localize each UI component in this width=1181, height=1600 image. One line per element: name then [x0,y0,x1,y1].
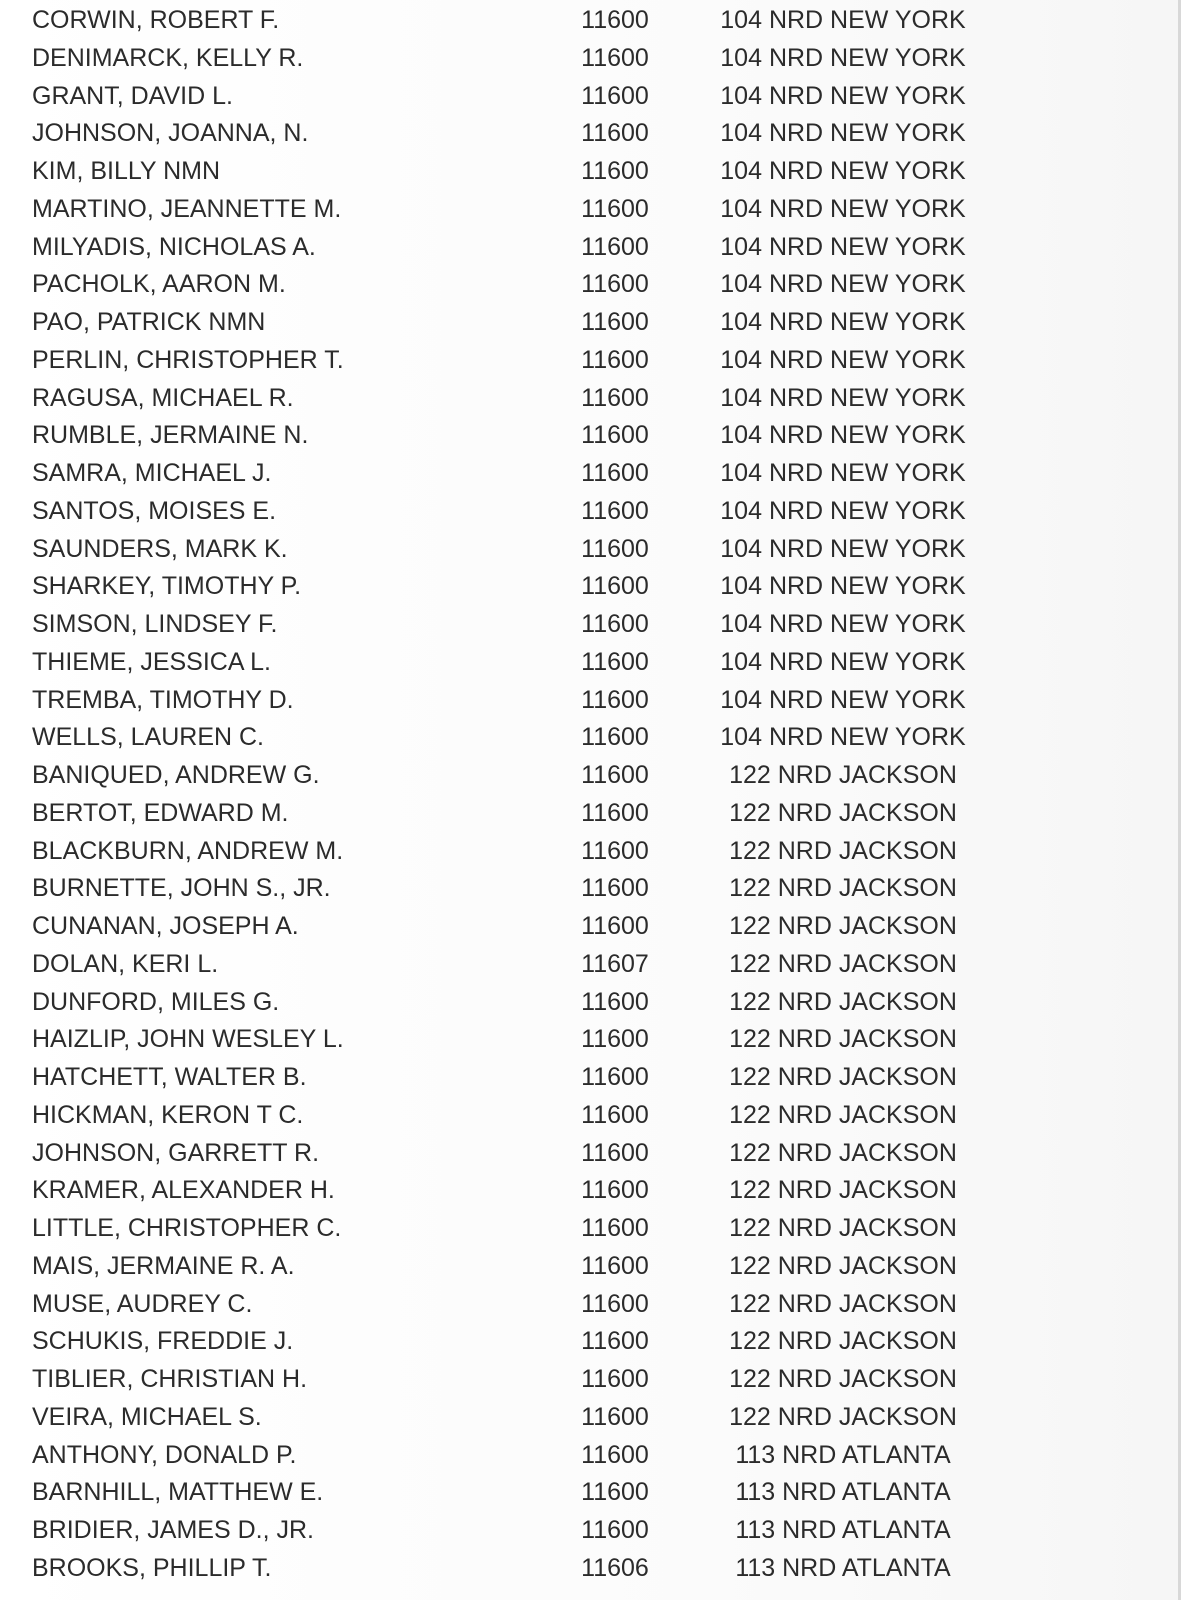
record-code: 11600 [581,836,649,865]
record-code: 11600 [581,1214,649,1242]
record-code: 11600 [581,1251,649,1280]
table-row [0,1210,1181,1248]
table-row [0,380,1181,418]
record-name: JOHNSON, GARRETT R. [32,1138,320,1167]
record-name: GRANT, DAVID L. [32,81,233,110]
record-name: DOLAN, KERI L. [32,949,219,978]
record-office: 104 NRD NEW YORK [720,81,966,110]
record-name: BANIQUED, ANDREW G. [32,761,320,789]
record-code: 11600 [581,1176,649,1205]
record-name: TIBLIER, CHRISTIAN H. [32,1365,308,1393]
table-row [0,2,1181,40]
table-row [0,1399,1181,1437]
record-code: 11600 [581,157,649,185]
table-row [0,1361,1181,1399]
record-code: 11600 [581,496,649,525]
record-code: 11600 [581,1063,649,1091]
record-code: 11600 [581,232,649,261]
record-name: RUMBLE, JERMAINE N. [32,421,309,450]
record-name: DUNFORD, MILES G. [32,987,280,1016]
table-row [0,417,1181,455]
record-name: THIEME, JESSICA L. [32,647,271,676]
record-office: 104 NRD NEW YORK [720,496,966,525]
record-code: 11600 [581,1516,649,1544]
table-row [0,984,1181,1022]
record-name: BURNETTE, JOHN S., JR. [32,874,331,903]
record-office: 122 NRD JACKSON [729,798,957,827]
record-office: 104 NRD NEW YORK [720,194,966,223]
table-row [0,1059,1181,1097]
table-row [0,1474,1181,1512]
record-list [0,2,1181,1588]
table-row [0,1550,1181,1588]
record-name: BERTOT, EDWARD M. [32,798,289,827]
record-name: VEIRA, MICHAEL S. [32,1402,262,1431]
table-row [0,1135,1181,1173]
table-row [0,493,1181,531]
record-office: 122 NRD JACKSON [729,912,957,940]
table-row [0,153,1181,191]
record-office: 104 NRD NEW YORK [720,308,966,336]
record-name: SIMSON, LINDSEY F. [32,610,278,638]
table-row [0,40,1181,78]
record-office: 104 NRD NEW YORK [720,232,966,261]
table-row [0,1286,1181,1324]
table-row [0,1097,1181,1135]
record-office: 122 NRD JACKSON [729,1251,957,1280]
record-office: 122 NRD JACKSON [729,1327,957,1356]
record-name: SHARKEY, TIMOTHY P. [32,572,302,601]
table-row [0,606,1181,644]
record-name: BLACKBURN, ANDREW M. [32,836,344,865]
record-code: 11600 [581,987,649,1016]
table-row [0,833,1181,871]
table-row [0,1437,1181,1475]
record-office: 104 NRD NEW YORK [720,383,966,412]
record-office: 122 NRD JACKSON [729,1176,957,1205]
record-name: SAMRA, MICHAEL J. [32,459,272,487]
record-name: JOHNSON, JOANNA, N. [32,119,309,148]
record-office: 122 NRD JACKSON [729,1063,957,1091]
record-name: BARNHILL, MATTHEW E. [32,1478,324,1507]
table-row [0,946,1181,984]
record-office: 122 NRD JACKSON [729,836,957,865]
record-name: BROOKS, PHILLIP T. [32,1553,272,1582]
record-office: 104 NRD NEW YORK [720,6,966,34]
record-name: SAUNDERS, MARK K. [32,534,288,563]
record-office: 104 NRD NEW YORK [720,459,966,487]
record-code: 11600 [581,119,649,148]
record-name: HICKMAN, KERON T C. [32,1100,304,1129]
table-row [0,908,1181,946]
record-code: 11606 [581,1553,649,1582]
record-name: SANTOS, MOISES E. [32,496,277,525]
record-office: 122 NRD JACKSON [729,1100,957,1129]
record-code: 11600 [581,1440,649,1469]
record-code: 11600 [581,43,649,72]
record-name: PERLIN, CHRISTOPHER T. [32,345,344,374]
record-name: KIM, BILLY NMN [32,157,221,185]
record-code: 11600 [581,270,649,299]
record-name: ANTHONY, DONALD P. [32,1440,297,1469]
record-office: 104 NRD NEW YORK [720,723,966,752]
record-code: 11600 [581,6,649,34]
record-name: RAGUSA, MICHAEL R. [32,383,294,412]
record-code: 11600 [581,1025,649,1054]
record-office: 104 NRD NEW YORK [720,43,966,72]
record-name: SCHUKIS, FREDDIE J. [32,1327,294,1356]
record-name: HAIZLIP, JOHN WESLEY L. [32,1025,344,1054]
record-office: 104 NRD NEW YORK [720,610,966,638]
record-office: 113 NRD ATLANTA [735,1553,951,1582]
record-code: 11600 [581,194,649,223]
record-code: 11600 [581,421,649,450]
record-office: 104 NRD NEW YORK [720,345,966,374]
record-code: 11600 [581,459,649,487]
record-name: WELLS, LAUREN C. [32,723,265,752]
table-row [0,304,1181,342]
record-name: TREMBA, TIMOTHY D. [32,685,294,714]
record-code: 11600 [581,1289,649,1318]
record-code: 11600 [581,1365,649,1393]
record-office: 122 NRD JACKSON [729,1402,957,1431]
record-code: 11600 [581,761,649,789]
record-code: 11600 [581,534,649,563]
record-code: 11607 [581,949,649,978]
record-office: 104 NRD NEW YORK [720,421,966,450]
record-code: 11600 [581,572,649,601]
record-code: 11600 [581,647,649,676]
record-office: 122 NRD JACKSON [729,949,957,978]
record-name: LITTLE, CHRISTOPHER C. [32,1214,342,1242]
record-office: 122 NRD JACKSON [729,1365,957,1393]
record-name: MAIS, JERMAINE R. A. [32,1251,295,1280]
record-name: MUSE, AUDREY C. [32,1289,253,1318]
table-row [0,531,1181,569]
record-code: 11600 [581,1100,649,1129]
table-row [0,1248,1181,1286]
record-code: 11600 [581,685,649,714]
record-code: 11600 [581,308,649,336]
table-row [0,719,1181,757]
record-name: MARTINO, JEANNETTE M. [32,194,342,223]
table-row [0,115,1181,153]
record-name: PACHOLK, AARON M. [32,270,286,299]
record-code: 11600 [581,383,649,412]
record-office: 104 NRD NEW YORK [720,270,966,299]
record-name: CORWIN, ROBERT F. [32,6,280,34]
table-row [0,682,1181,720]
table-row [0,644,1181,682]
table-row [0,455,1181,493]
record-code: 11600 [581,81,649,110]
record-office: 122 NRD JACKSON [729,1138,957,1167]
record-code: 11600 [581,1138,649,1167]
record-office: 104 NRD NEW YORK [720,572,966,601]
table-row [0,1172,1181,1210]
record-office: 113 NRD ATLANTA [735,1478,951,1507]
record-name: BRIDIER, JAMES D., JR. [32,1516,314,1544]
table-row [0,1512,1181,1550]
record-code: 11600 [581,1327,649,1356]
record-name: KRAMER, ALEXANDER H. [32,1176,335,1205]
record-office: 113 NRD ATLANTA [735,1516,951,1544]
record-code: 11600 [581,874,649,903]
record-office: 104 NRD NEW YORK [720,157,966,185]
record-code: 11600 [581,798,649,827]
record-office: 113 NRD ATLANTA [735,1440,951,1469]
record-office: 122 NRD JACKSON [729,1289,957,1318]
record-office: 122 NRD JACKSON [729,1214,957,1242]
table-row [0,795,1181,833]
record-name: MILYADIS, NICHOLAS A. [32,232,316,261]
table-row [0,1323,1181,1361]
record-office: 104 NRD NEW YORK [720,119,966,148]
table-row [0,191,1181,229]
record-office: 104 NRD NEW YORK [720,647,966,676]
record-name: PAO, PATRICK NMN [32,308,266,336]
record-code: 11600 [581,1402,649,1431]
table-row [0,568,1181,606]
table-row [0,266,1181,304]
record-office: 104 NRD NEW YORK [720,534,966,563]
record-code: 11600 [581,610,649,638]
record-office: 104 NRD NEW YORK [720,685,966,714]
record-code: 11600 [581,723,649,752]
table-row [0,870,1181,908]
table-row [0,757,1181,795]
record-office: 122 NRD JACKSON [729,874,957,903]
table-row [0,1021,1181,1059]
record-office: 122 NRD JACKSON [729,987,957,1016]
record-name: HATCHETT, WALTER B. [32,1063,307,1091]
table-row [0,342,1181,380]
record-name: DENIMARCK, KELLY R. [32,43,304,72]
record-office: 122 NRD JACKSON [729,761,957,789]
record-office: 122 NRD JACKSON [729,1025,957,1054]
table-row [0,78,1181,116]
table-row [0,229,1181,267]
record-code: 11600 [581,912,649,940]
record-code: 11600 [581,345,649,374]
record-code: 11600 [581,1478,649,1507]
record-name: CUNANAN, JOSEPH A. [32,912,299,940]
